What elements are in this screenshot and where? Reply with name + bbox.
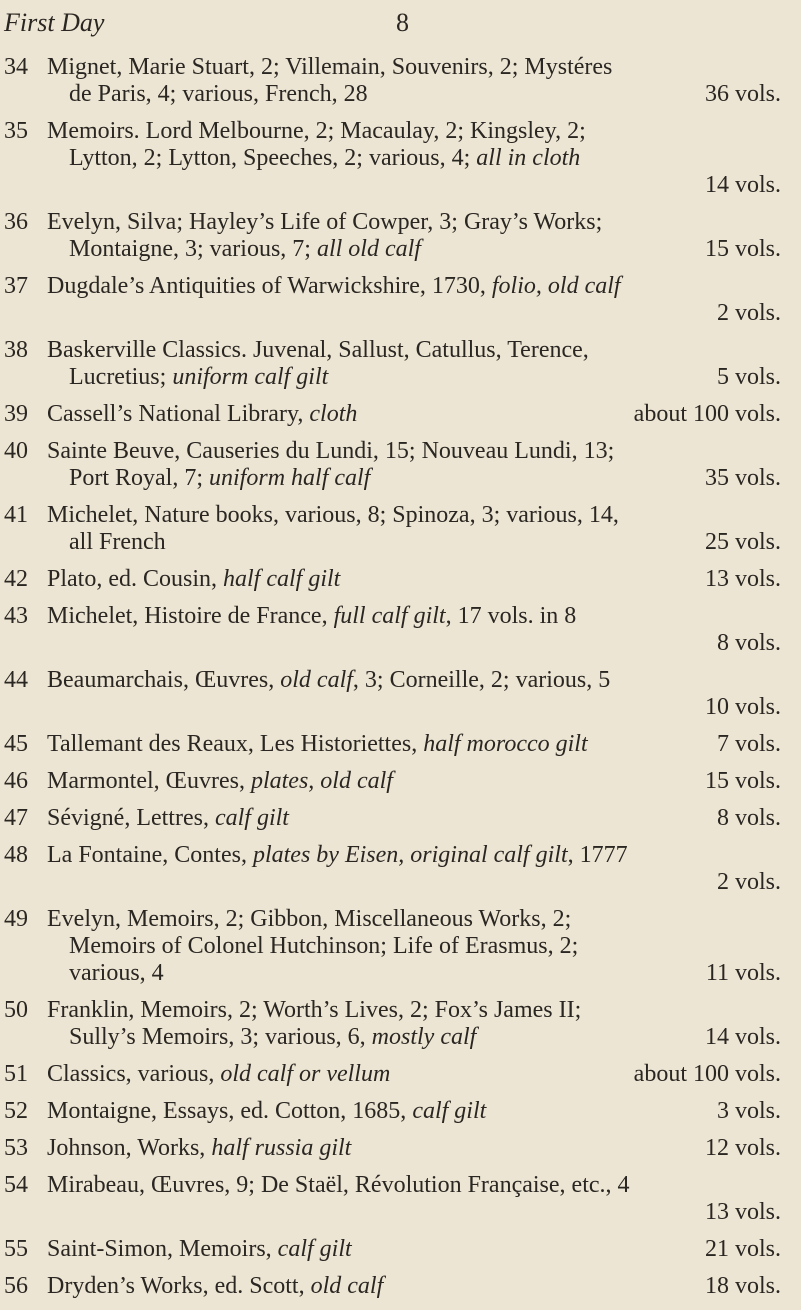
volume-count: 5 vols. xyxy=(716,364,781,390)
binding-note: mostly calf xyxy=(371,1024,477,1050)
page-header xyxy=(4,8,784,42)
lot-line xyxy=(47,81,781,108)
lot-line xyxy=(47,869,781,896)
description-text: Classics, various, xyxy=(47,1061,221,1087)
lot-line xyxy=(47,667,781,694)
binding-note: all in cloth xyxy=(476,145,581,171)
lot-entry xyxy=(0,401,801,428)
lot-number: 39 xyxy=(4,401,28,427)
lot-line xyxy=(47,768,781,795)
lot-entry xyxy=(0,1061,801,1088)
lot-description xyxy=(47,438,614,464)
description-text: Memoirs. Lord Melbourne, 2; Macaulay, 2; Kingsley, 2; xyxy=(47,118,586,144)
lot-line xyxy=(47,273,781,300)
lot-description xyxy=(69,81,368,108)
description-text: Sainte Beuve, Causeries du Lundi, 15; Nouveau Lundi, 13; xyxy=(47,438,615,464)
lot-line xyxy=(47,502,781,529)
description-text: Montaigne, 3; various, 7; xyxy=(69,236,317,262)
lot-line xyxy=(47,118,781,145)
lot-description xyxy=(69,145,580,171)
lot-number: 56 xyxy=(4,1273,28,1299)
lot-description xyxy=(69,933,578,959)
lot-description xyxy=(47,667,610,693)
description-text: Sévigné, Lettres, xyxy=(47,805,215,831)
description-text: various, 4 xyxy=(69,960,164,986)
lot-number: 53 xyxy=(4,1135,28,1161)
binding-note: uniform calf gilt xyxy=(172,364,329,390)
binding-note: folio, old calf xyxy=(491,273,621,299)
lot-number: 48 xyxy=(4,842,28,868)
description-text: Sully’s Memoirs, 3; various, 6, xyxy=(69,1024,372,1050)
description-text: all French xyxy=(69,529,166,555)
lot-line xyxy=(47,529,781,556)
binding-note: old calf xyxy=(310,1273,384,1299)
description-text: Marmontel, Œuvres, xyxy=(47,768,251,794)
lot-number: 51 xyxy=(4,1061,28,1087)
binding-note: old calf xyxy=(280,667,353,693)
lot-line xyxy=(47,997,781,1024)
lot-number: 50 xyxy=(4,997,28,1023)
description-text: Tallemant des Reaux, Les Historiettes, xyxy=(47,731,424,757)
volume-count: 10 vols. xyxy=(704,694,781,720)
binding-note: calf gilt xyxy=(412,1098,487,1124)
lot-description xyxy=(47,566,340,593)
lot-description xyxy=(69,529,166,556)
lot-description xyxy=(69,364,328,391)
lot-description xyxy=(69,960,164,987)
lot-line xyxy=(47,566,781,593)
volume-count: 14 vols. xyxy=(704,1024,781,1050)
lot-description xyxy=(69,1024,476,1051)
lot-description xyxy=(47,54,612,80)
lot-description xyxy=(47,805,289,832)
volume-count: 13 vols. xyxy=(704,566,781,592)
volume-count: 13 vols. xyxy=(704,1199,781,1225)
lot-description xyxy=(47,603,576,629)
lot-number: 35 xyxy=(4,118,28,144)
volume-count: 18 vols. xyxy=(704,1273,781,1299)
lot-line xyxy=(47,337,781,364)
lot-line xyxy=(47,1135,781,1162)
volume-count: 21 vols. xyxy=(704,1236,781,1262)
description-text: , 3; Corneille, 2; various, 5 xyxy=(352,667,611,693)
description-text: Lytton, 2; Lytton, Speeches, 2; various, 4; xyxy=(69,145,477,171)
lot-number: 52 xyxy=(4,1098,28,1124)
lot-line xyxy=(47,401,781,428)
volume-count: 15 vols. xyxy=(704,236,781,262)
lot-line xyxy=(47,1172,781,1199)
lot-entry xyxy=(0,273,801,327)
lot-line xyxy=(47,172,781,199)
lot-number: 46 xyxy=(4,768,28,794)
lot-line xyxy=(47,906,781,933)
lot-description xyxy=(69,236,421,263)
lot-entry xyxy=(0,805,801,832)
binding-note: half russia gilt xyxy=(211,1135,352,1161)
description-text: , 17 vols. in 8 xyxy=(445,603,577,629)
description-text: Mignet, Marie Stuart, 2; Villemain, Souvenirs, 2; Mystéres xyxy=(47,54,613,80)
description-text: Cassell’s National Library, xyxy=(47,401,310,427)
lot-description xyxy=(47,1098,486,1125)
lot-description xyxy=(47,1061,390,1088)
lot-line xyxy=(47,694,781,721)
lot-description xyxy=(47,118,586,144)
lot-line xyxy=(47,1098,781,1125)
lot-line xyxy=(47,1199,781,1226)
lot-line xyxy=(47,603,781,630)
lot-entry xyxy=(0,54,801,108)
volume-count: 25 vols. xyxy=(704,529,781,555)
description-text: Dugdale’s Antiquities of Warwickshire, 1730, xyxy=(47,273,492,299)
lot-entry xyxy=(0,1273,801,1300)
lot-line xyxy=(47,236,781,263)
lot-description xyxy=(47,401,357,428)
binding-note: old calf or vellum xyxy=(220,1061,391,1087)
description-text: La Fontaine, Contes, xyxy=(47,842,253,868)
lot-number: 54 xyxy=(4,1172,28,1198)
lot-number: 44 xyxy=(4,667,28,693)
lot-line xyxy=(47,438,781,465)
volume-count: about 100 vols. xyxy=(633,1061,781,1087)
description-text: Evelyn, Silva; Hayley’s Life of Cowper, 3; Gray’s Works; xyxy=(47,209,603,235)
description-text: , 1777 xyxy=(567,842,628,868)
lot-description xyxy=(47,768,393,795)
binding-note: plates, old calf xyxy=(250,768,393,794)
lot-description xyxy=(47,997,581,1023)
lot-description xyxy=(47,1172,630,1198)
lot-line xyxy=(47,933,781,960)
description-text: Beaumarchais, Œuvres, xyxy=(47,667,281,693)
description-text: Saint-Simon, Memoirs, xyxy=(47,1236,278,1262)
page-number: 8 xyxy=(396,8,409,37)
volume-count: 7 vols. xyxy=(716,731,781,757)
lot-line xyxy=(47,209,781,236)
lot-number: 49 xyxy=(4,906,28,932)
lot-entry xyxy=(0,906,801,987)
lot-entry xyxy=(0,997,801,1051)
binding-note: half calf gilt xyxy=(223,566,341,592)
description-text: Franklin, Memoirs, 2; Worth’s Lives, 2; Fox’s James II; xyxy=(47,997,582,1023)
volume-count: 2 vols. xyxy=(716,300,781,326)
lot-line xyxy=(47,300,781,327)
lot-line xyxy=(47,805,781,832)
lot-number: 45 xyxy=(4,731,28,757)
lot-entry xyxy=(0,768,801,795)
lot-line xyxy=(47,1273,781,1300)
volume-count: 3 vols. xyxy=(716,1098,781,1124)
lot-list xyxy=(0,54,801,1310)
lot-number: 36 xyxy=(4,209,28,235)
lot-description xyxy=(47,842,628,868)
lot-number: 47 xyxy=(4,805,28,831)
description-text: Michelet, Nature books, various, 8; Spinoza, 3; various, 14, xyxy=(47,502,619,528)
lot-description xyxy=(47,1273,383,1300)
section-title: First Day xyxy=(4,8,105,37)
description-text: Port Royal, 7; xyxy=(69,465,210,491)
lot-line xyxy=(47,364,781,391)
lot-entry xyxy=(0,842,801,896)
lot-entry xyxy=(0,438,801,492)
binding-note: full calf gilt xyxy=(333,603,446,629)
lot-description xyxy=(47,906,571,932)
lot-entry xyxy=(0,118,801,199)
binding-note: all old calf xyxy=(316,236,421,262)
description-text: Mirabeau, Œuvres, 9; De Staël, Révolution Française, etc., 4 xyxy=(47,1172,630,1198)
lot-description xyxy=(47,731,588,758)
lot-description xyxy=(47,1236,352,1263)
lot-entry xyxy=(0,1098,801,1125)
lot-number: 42 xyxy=(4,566,28,592)
lot-line xyxy=(47,1061,781,1088)
description-text: Baskerville Classics. Juvenal, Sallust, Catullus, Terence, xyxy=(47,337,589,363)
description-text: de Paris, 4; various, French, 28 xyxy=(69,81,368,107)
lot-line xyxy=(47,842,781,869)
description-text: Evelyn, Memoirs, 2; Gibbon, Miscellaneous Works, 2; xyxy=(47,906,572,932)
binding-note: uniform half calf xyxy=(209,465,371,491)
description-text: Michelet, Histoire de France, xyxy=(47,603,334,629)
volume-count: 2 vols. xyxy=(716,869,781,895)
binding-note: cloth xyxy=(309,401,358,427)
description-text: Lucretius; xyxy=(69,364,173,390)
volume-count: 8 vols. xyxy=(716,630,781,656)
description-text: Plato, ed. Cousin, xyxy=(47,566,224,592)
lot-line xyxy=(47,465,781,492)
description-text: Montaigne, Essays, ed. Cotton, 1685, xyxy=(47,1098,413,1124)
volume-count: 8 vols. xyxy=(716,805,781,831)
lot-description xyxy=(47,273,621,299)
lot-description xyxy=(47,209,602,235)
lot-entry xyxy=(0,667,801,721)
lot-entry xyxy=(0,337,801,391)
lot-entry xyxy=(0,502,801,556)
lot-line xyxy=(47,54,781,81)
volume-count: 36 vols. xyxy=(704,81,781,107)
lot-line xyxy=(47,630,781,657)
lot-entry xyxy=(0,603,801,657)
volume-count: 14 vols. xyxy=(704,172,781,198)
lot-line xyxy=(47,960,781,987)
lot-number: 43 xyxy=(4,603,28,629)
lot-number: 40 xyxy=(4,438,28,464)
lot-line xyxy=(47,731,781,758)
lot-number: 55 xyxy=(4,1236,28,1262)
description-text: Johnson, Works, xyxy=(47,1135,212,1161)
volume-count: about 100 vols. xyxy=(633,401,781,427)
lot-entry xyxy=(0,1236,801,1263)
lot-number: 41 xyxy=(4,502,28,528)
lot-number: 37 xyxy=(4,273,28,299)
lot-number: 34 xyxy=(4,54,28,80)
lot-description xyxy=(47,502,619,528)
volume-count: 15 vols. xyxy=(704,768,781,794)
binding-note: plates by Eisen, original calf gilt xyxy=(252,842,568,868)
lot-number: 38 xyxy=(4,337,28,363)
volume-count: 35 vols. xyxy=(704,465,781,491)
lot-entry xyxy=(0,1172,801,1226)
lot-entry xyxy=(0,566,801,593)
binding-note: half morocco gilt xyxy=(423,731,588,757)
lot-entry xyxy=(0,731,801,758)
volume-count: 11 vols. xyxy=(705,960,781,986)
lot-description xyxy=(47,337,589,363)
lot-description xyxy=(69,465,370,492)
lot-entry xyxy=(0,209,801,263)
lot-entry xyxy=(0,1135,801,1162)
description-text: Dryden’s Works, ed. Scott, xyxy=(47,1273,311,1299)
description-text: Memoirs of Colonel Hutchinson; Life of Erasmus, 2; xyxy=(69,933,579,959)
lot-description xyxy=(47,1135,351,1162)
binding-note: calf gilt xyxy=(277,1236,352,1262)
lot-line xyxy=(47,145,781,172)
lot-line xyxy=(47,1236,781,1263)
volume-count: 12 vols. xyxy=(704,1135,781,1161)
lot-line xyxy=(47,1024,781,1051)
binding-note: calf gilt xyxy=(214,805,289,831)
